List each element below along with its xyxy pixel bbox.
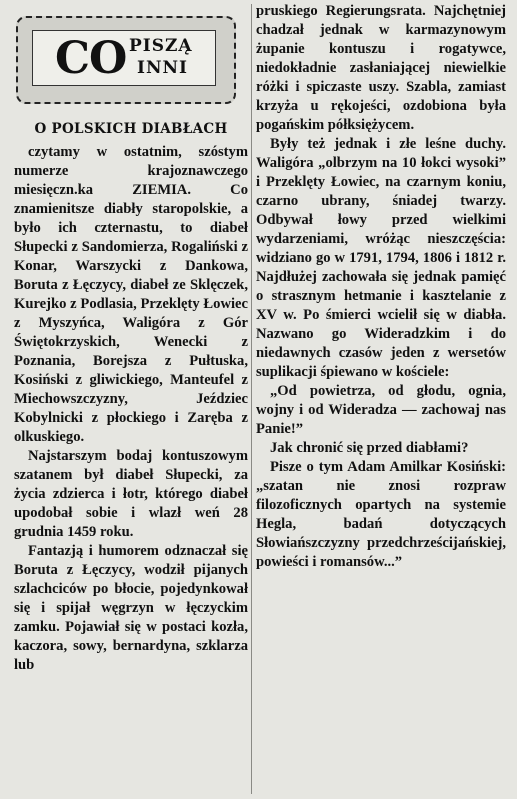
header-pisza: PISZĄ xyxy=(129,36,193,56)
column-divider xyxy=(251,4,252,794)
article-paragraph: czytamy w ostatnim, szóstym numerze krajoznawczego miesięczn.ka ZIEMIA. Co znamienitsze diabły staropolskie, a było ich czternastu, to diabeł Słupecki z Sandomierza, Rogaliński z Konar, Warszycki z Dankowa, Boruta z Łęczycy, diabeł ze Sklęczek, Kurejko z Podlasia, Przeklęty Łowiec z Myszyńca, Waligóra z Gór Świętokrzyskich, Wenecki z Poznania, Borejsza z Pułtuska, Kosiński z gliwickiego, Manteufel z Miechowszczyzny, Jeździec Kobylnicki z płockiego i Zaręba z olkuskiego. xyxy=(14,144,248,445)
column-header xyxy=(16,16,236,104)
column-header-inner xyxy=(32,30,216,86)
header-inni: INNI xyxy=(137,58,188,78)
article-quote: „Od powietrza, od głodu, ognia, wojny i od Wideradza — zachowaj nas Panie!” xyxy=(256,383,506,437)
article-paragraph: Były też jednak i złe leśne duchy. Waligóra „olbrzym na 10 łokci wysoki” i Przeklęty Łowiec, na czarnym koniu, czarno ubrany, śniadej twarzy. Odbywał łowy przed wielkimi wydarzeniami, wróżąc nieszczęścia: widziano go w 1791, 1794, 1806 i 1812 r. Najdłużej zachowała się jednak pamięć o strasznym hetmanie i kasztelanie z XV w. Po śmierci wcielił się w diabła. Nazwano go Wideradzkim i do niedawnych czasów jeden z wersetów suplikacji śpiewano w kościele: xyxy=(256,136,506,380)
article-paragraph: Jak chronić się przed diabłami? xyxy=(270,440,469,456)
right-column xyxy=(256,2,506,797)
article-paragraph: Najstarszym bodaj kontuszowym szatanem był diabeł Słupecki, za życia zdzierca i łotr, którego diabeł upodobał sobie i wlazł weń 28 grudnia 1459 roku. xyxy=(14,448,248,540)
article-paragraph: Pisze o tym Adam Amilkar Kosiński: „szatan nie znosi rozpraw filozoficznych opartych na systemie Hegla, badań dotyczących Słowiańszczyzny przedchrześcijańskiej, powieści i romansów...” xyxy=(256,459,506,570)
article-title: O POLSKICH DIABŁACH xyxy=(34,121,228,137)
article-paragraph: Fantazją i humorem odznaczał się Boruta z Łęczycy, wodził pijanych szlachciców po błocie, pojedynkował się i spijał węgrzyn w łęczyckim zamku. Pojawiał się w postaci kozła, kaczora, sowy, bernardyna, szklarza lub xyxy=(14,543,248,673)
left-column xyxy=(14,16,248,796)
header-co: CO xyxy=(55,33,127,84)
article-paragraph: pruskiego Regierungsrata. Najchętniej chadzał jednak w karmazynowym żupanie kontuszu i rogatywce, niedokładnie zasłaniającej niewielkie różki i spiczaste uszy. Szabla, zamiast krzyża u rękojeści, ozdobiona była pogańskim półksiężycem. xyxy=(256,3,506,133)
